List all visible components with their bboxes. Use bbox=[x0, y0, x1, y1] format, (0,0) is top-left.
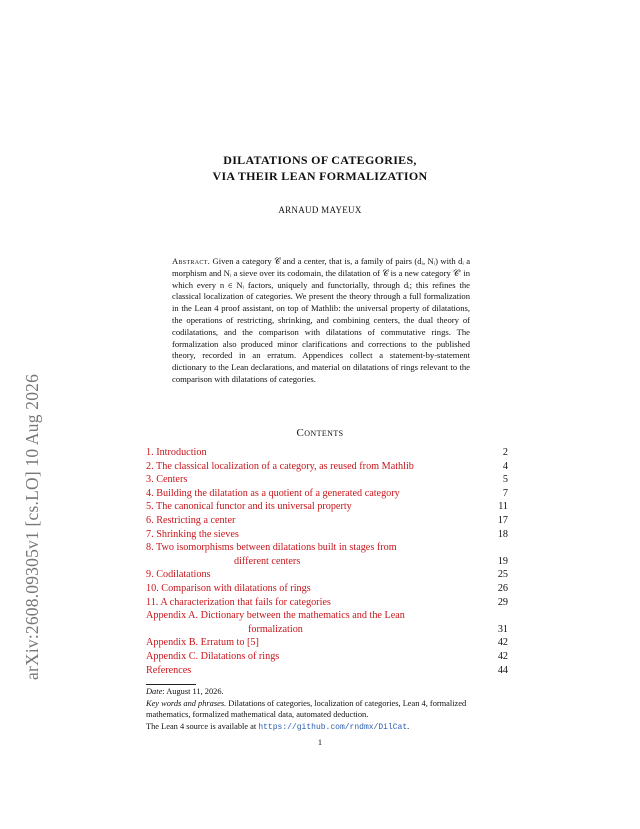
toc-entry-link[interactable]: 7. Shrinking the sieves bbox=[146, 528, 239, 540]
source-suffix: . bbox=[407, 721, 410, 731]
toc-entry-link[interactable]: References bbox=[146, 664, 192, 676]
date-value: : August 11, 2026. bbox=[162, 687, 224, 696]
toc-page-number: 29 bbox=[497, 596, 508, 608]
footnotes bbox=[132, 686, 508, 733]
toc-page-number: 25 bbox=[497, 569, 508, 581]
toc-entry-link[interactable]: 8. Two isomorphisms between dilatations built in stages from bbox=[146, 542, 397, 554]
toc-page-number: 42 bbox=[497, 650, 508, 662]
title-line-1: DILATATIONS OF CATEGORIES, bbox=[223, 153, 417, 167]
toc-page-number: 18 bbox=[497, 528, 508, 540]
arxiv-identifier-stamp: arXiv:2608.09305v1 [cs.LO] 10 Aug 2026 bbox=[22, 373, 42, 680]
toc-entry[interactable] bbox=[146, 446, 508, 460]
toc-page-number: 7 bbox=[502, 487, 508, 499]
keywords-footnote bbox=[132, 698, 508, 721]
footnote-rule bbox=[146, 684, 196, 685]
toc-entry-link[interactable]: 3. Centers bbox=[146, 474, 188, 486]
date-footnote bbox=[132, 686, 508, 698]
toc-entry[interactable] bbox=[146, 609, 508, 636]
toc-page-number: 44 bbox=[497, 664, 508, 676]
toc-entry-continuation[interactable]: formalization bbox=[248, 623, 303, 635]
date-label: Date bbox=[146, 687, 163, 696]
toc-entry[interactable] bbox=[146, 528, 508, 542]
toc-entry[interactable] bbox=[146, 664, 508, 678]
toc-entry-link[interactable]: 6. Restricting a center bbox=[146, 514, 236, 526]
toc-entry[interactable] bbox=[146, 650, 508, 664]
keywords-value: Dilatations of categories, localization of categories, Lean 4, formalized mathematics, formalized mathematical data, automated deduction. bbox=[146, 698, 467, 720]
source-footnote bbox=[132, 721, 508, 734]
toc-page-number: 17 bbox=[497, 514, 508, 526]
author-name: ARNAUD MAYEUX bbox=[278, 205, 362, 215]
toc-page-number: 2 bbox=[502, 447, 508, 458]
toc-entry-link[interactable]: 4. Building the dilatation as a quotient of a generated category bbox=[146, 487, 400, 499]
toc-entry-link[interactable]: 2. The classical localization of a category, as reused from Mathlib bbox=[146, 460, 414, 472]
title-line-2: VIA THEIR LEAN FORMALIZATION bbox=[212, 169, 428, 183]
abstract bbox=[172, 256, 470, 386]
source-url-link[interactable]: https://github.com/rndmx/DilCat bbox=[258, 722, 408, 732]
toc-entry-link[interactable]: Appendix B. Erratum to [5] bbox=[146, 637, 259, 649]
source-prefix: The Lean 4 source is available at bbox=[146, 721, 259, 731]
toc-page-number: 31 bbox=[497, 623, 508, 635]
toc-entry-link[interactable]: 9. Codilatations bbox=[146, 569, 211, 581]
keywords-label: Key words and phrases. bbox=[146, 698, 227, 708]
toc-entry-link[interactable]: 11. A characterization that fails for categories bbox=[146, 596, 331, 608]
toc-entry-link[interactable]: 1. Introduction bbox=[146, 447, 207, 458]
toc-entry[interactable] bbox=[146, 636, 508, 650]
contents-heading: Contents bbox=[296, 427, 344, 439]
toc-entry[interactable] bbox=[146, 487, 508, 501]
toc-entry[interactable] bbox=[146, 541, 508, 568]
toc-entry-link[interactable]: 5. The canonical functor and its universal property bbox=[146, 501, 352, 513]
abstract-text: Given a category 𝒞 and a center, that is, a family of pairs (dᵢ, Nᵢ) with dᵢ a morphism and Nᵢ a sieve over its codomain, the dilatation of 𝒞 is a new category 𝒞′ in which every n ∈ Nᵢ factors, uniquely and functorially, through dᵢ; this refines the classical localization of categories. We present the theory through a full formalization in the Lean 4 proof assistant, on top of Mathlib: the universal property of dilatations, the operations of restricting, shrinking, and combining centers, the dual theory of codilatations, and the comparison with dilatations of commutative rings. The formalization also produced minor clarifications and corrections to the published theory, recorded in an erratum. Appendices collect a statement-by-statement dictionary to the Lean declarations, and material on dilatations of rings relevant to the comparison with dilatations of categories. bbox=[172, 256, 471, 384]
abstract-label: Abstract. bbox=[172, 256, 211, 266]
toc-entry-link[interactable]: Appendix A. Dictionary between the mathematics and the Lean bbox=[146, 610, 405, 622]
toc-entry-continuation[interactable]: different centers bbox=[234, 555, 301, 567]
toc-entry[interactable] bbox=[146, 460, 508, 474]
toc-page-number: 26 bbox=[497, 582, 508, 594]
toc-entry-link[interactable]: 10. Comparison with dilatations of rings bbox=[146, 582, 311, 594]
toc-page-number: 5 bbox=[502, 474, 508, 486]
toc-entry[interactable] bbox=[146, 473, 508, 487]
toc-page-number: 11 bbox=[498, 501, 508, 513]
toc-entry[interactable] bbox=[146, 514, 508, 528]
table-of-contents bbox=[146, 446, 508, 677]
toc-entry[interactable] bbox=[146, 568, 508, 582]
toc-entry[interactable] bbox=[146, 596, 508, 610]
toc-entry-link[interactable]: Appendix C. Dilatations of rings bbox=[146, 650, 280, 662]
toc-page-number: 42 bbox=[497, 637, 508, 649]
toc-entry[interactable] bbox=[146, 582, 508, 596]
toc-page-number: 19 bbox=[497, 555, 508, 567]
toc-entry[interactable] bbox=[146, 500, 508, 514]
paper-title bbox=[0, 152, 640, 184]
toc-page-number: 4 bbox=[502, 460, 508, 472]
page-number: 1 bbox=[317, 738, 323, 747]
